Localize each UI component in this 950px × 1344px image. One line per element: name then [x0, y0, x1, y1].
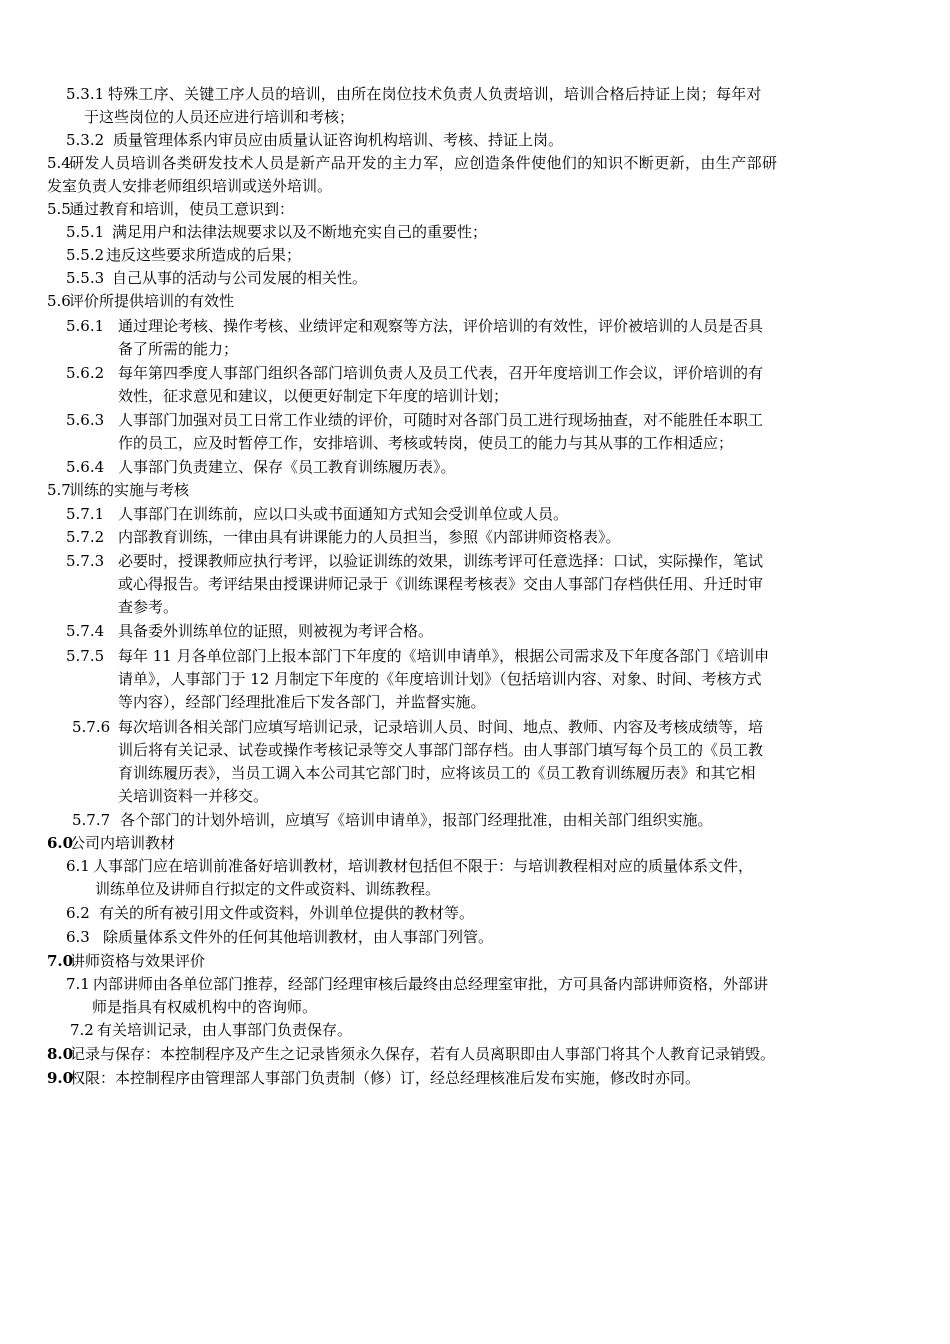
clause-5-7-1 [66, 503, 568, 526]
clause-text: 特殊工序、关键工序人员的培训，由所在岗位技术负责人负责培训，培训合格后持证上岗；每年对 [108, 85, 762, 103]
clause-5-3-2 [66, 129, 563, 152]
clause-number: 5.4 [47, 154, 71, 172]
clause-number: 7.1 [66, 975, 90, 993]
clause-text: 评价所提供培训的有效性 [69, 292, 235, 310]
clause-text: 研发人员培训各类研发技术人员是新产品开发的主力军，应创造条件使他们的知识不断更新，由生产部研 [69, 154, 778, 172]
clause-5-5 [47, 198, 294, 221]
clause-number: 7.2 [70, 1021, 94, 1039]
clause-text: 违反这些要求所造成的后果； [106, 246, 302, 264]
clause-number: 5.7.6 [72, 718, 111, 736]
clause-7-2 [70, 1019, 352, 1042]
clause-5-7-5-cont2: 等内容），经部门经理批准后下发各部门，并监督实施。 [118, 693, 486, 711]
clause-number: 5.5.1 [66, 223, 105, 241]
clause-6-1-cont: 训练单位及讲师自行拟定的文件或资料、训练教程。 [95, 880, 441, 898]
clause-number: 5.5.3 [66, 269, 105, 287]
clause-5-7-6-cont: 训后将有关记录、试卷或操作考核记录等交人事部门部存档。由人事部门填写每个员工的《员工教 [118, 741, 764, 759]
clause-5-7-6-cont3: 关培训资料一并移交。 [118, 787, 269, 805]
clause-number: 5.6.1 [66, 317, 105, 335]
clause-5-7-6-cont2: 育训练履历表》，当员工调入本公司其它部门时，应将该员工的《员工教育训练履历表》和其它相 [118, 764, 756, 782]
clause-number: 6.2 [66, 904, 90, 922]
clause-text: 人事部门在训练前，应以口头或书面通知方式知会受训单位或人员。 [118, 505, 569, 523]
clause-number: 5.6 [47, 292, 71, 310]
clause-5-6-2 [66, 362, 763, 385]
clause-number: 5.7.5 [66, 647, 105, 665]
clause-6-2 [66, 902, 474, 925]
clause-number: 5.5 [47, 200, 71, 218]
clause-number: 5.6.3 [66, 411, 105, 429]
clause-number: 6.3 [66, 928, 90, 946]
clause-text: 除质量体系文件外的任何其他培训教材，由人事部门列管。 [103, 928, 494, 946]
clause-text: 有关的所有被引用文件或资料，外训单位提供的教材等。 [99, 904, 475, 922]
clause-number: 5.7 [47, 481, 71, 499]
clause-text: 通过理论考核、操作考核、业绩评定和观察等方法，评价培训的有效性，评价被培训的人员是否具 [118, 317, 764, 335]
clause-number: 5.5.2 [66, 246, 105, 264]
clause-6-0 [47, 832, 175, 855]
clause-number: 5.3.1 [66, 85, 105, 103]
clause-9-0 [47, 1067, 700, 1090]
clause-5-7-5-cont: 请单》，人事部门于 12 月制定下年度的《年度培训计划》（包括培训内容、对象、时间、考核方式 [118, 670, 762, 688]
clause-5-7 [47, 479, 189, 502]
clause-5-5-3 [66, 267, 367, 290]
clause-text: 训练的实施与考核 [69, 481, 190, 499]
clause-number: 5.7.4 [66, 622, 105, 640]
clause-5-6-4 [66, 456, 456, 479]
clause-text: 每年第四季度人事部门组织各部门培训负责人及员工代表，召开年度培训工作会议，评价培训的有 [118, 364, 764, 382]
clause-text: 公司内培训教材 [70, 834, 176, 852]
clause-text: 记录与保存：本控制程序及产生之记录皆须永久保存，若有人员离职即由人事部门将其个人教育记录销毁。 [70, 1045, 776, 1063]
clause-5-6 [47, 290, 234, 313]
clause-5-7-2 [66, 526, 621, 549]
clause-text: 有关培训记录，由人事部门负责保存。 [97, 1021, 353, 1039]
clause-7-0 [47, 950, 205, 973]
clause-7-1 [66, 973, 768, 996]
clause-5-7-6 [72, 716, 763, 739]
clause-text: 每年 11 月各单位部门上报本部门下年度的《培训申请单》，根据公司需求及下年度各部门《培训申 [118, 647, 770, 665]
clause-text: 人事部门应在培训前准备好培训教材，培训教材包括但不限于：与培训教程相对应的质量体系文件， [93, 857, 754, 875]
clause-text: 权限：本控制程序由管理部人事部门负责制（修）订，经总经理核准后发布实施，修改时亦同。 [70, 1069, 701, 1087]
clause-5-4-cont: 发室负责人安排老师组织培训或送外培训。 [47, 177, 333, 195]
clause-5-6-1 [66, 315, 763, 338]
clause-8-0 [47, 1043, 775, 1066]
clause-text: 质量管理体系内审员应由质量认证咨询机构培训、考核、持证上岗。 [113, 131, 564, 149]
clause-5-7-5 [66, 645, 769, 668]
clause-5-7-4 [66, 620, 433, 643]
clause-number: 5.7.7 [72, 811, 111, 829]
clause-number: 6.0 [47, 834, 74, 852]
clause-number: 5.3.2 [66, 131, 105, 149]
clause-text: 人事部门加强对员工日常工作业绩的评价，可随时对各部门员工进行现场抽查，对不能胜任本职工 [118, 411, 764, 429]
clause-text: 各个部门的计划外培训，应填写《培训申请单》，报部门经理批准，由相关部门组织实施。 [120, 811, 713, 829]
clause-number: 8.0 [47, 1045, 74, 1063]
clause-6-1 [66, 855, 753, 878]
clause-number: 7.0 [47, 952, 74, 970]
clause-number: 5.6.2 [66, 364, 105, 382]
clause-text: 满足用户和法律法规要求以及不断地充实自己的重要性； [112, 223, 488, 241]
clause-text: 自己从事的活动与公司发展的相关性。 [112, 269, 368, 287]
clause-number: 5.7.1 [66, 505, 105, 523]
clause-5-6-2-cont: 效性，征求意见和建议，以便更好制定下年度的培训计划； [118, 387, 509, 405]
clause-text: 具备委外训练单位的证照，则被视为考评合格。 [118, 622, 434, 640]
clause-5-6-3-cont: 作的员工，应及时暂停工作，安排培训、考核或转岗，使员工的能力与其从事的工作相适应； [118, 434, 734, 452]
clause-number: 5.6.4 [66, 458, 105, 476]
clause-5-4 [47, 152, 777, 175]
clause-5-5-2 [66, 244, 301, 267]
clause-text: 必要时，授课教师应执行考评，以验证训练的效果，训练考评可任意选择：口试，实际操作，笔试 [118, 552, 764, 570]
clause-5-3-1 [66, 83, 762, 106]
clause-5-7-7 [72, 809, 713, 832]
clause-text: 讲师资格与效果评价 [70, 952, 206, 970]
clause-text: 内部教育训练，一律由具有讲课能力的人员担当，参照《内部讲师资格表》。 [118, 528, 621, 546]
clause-number: 5.7.3 [66, 552, 105, 570]
clause-text: 内部讲师由各单位部门推荐，经部门经理审核后最终由总经理室审批，方可具备内部讲师资格，外部讲 [93, 975, 769, 993]
clause-6-3 [66, 926, 493, 949]
clause-number: 5.7.2 [66, 528, 105, 546]
clause-5-6-1-cont: 备了所需的能力； [118, 340, 239, 358]
clause-5-6-3 [66, 409, 763, 432]
clause-7-1-cont: 师是指具有权威机构中的咨询师。 [92, 998, 318, 1016]
clause-text: 每次培训各相关部门应填写培训记录，记录培训人员、时间、地点、教师、内容及考核成绩等，培 [118, 718, 764, 736]
clause-number: 6.1 [66, 857, 90, 875]
clause-5-7-3 [66, 550, 763, 573]
clause-text: 人事部门负责建立、保存《员工教育训练履历表》。 [118, 458, 456, 476]
clause-number: 9.0 [47, 1069, 74, 1087]
clause-5-5-1 [66, 221, 487, 244]
clause-5-7-3-cont2: 查参考。 [118, 598, 179, 616]
clause-text: 通过教育和培训，使员工意识到： [69, 200, 295, 218]
clause-5-7-3-cont: 或心得报告。考评结果由授课讲师记录于《训练课程考核表》交由人事部门存档供任用、升迁时审 [118, 575, 764, 593]
clause-5-3-1-cont: 于这些岗位的人员还应进行培训和考核； [84, 108, 355, 126]
